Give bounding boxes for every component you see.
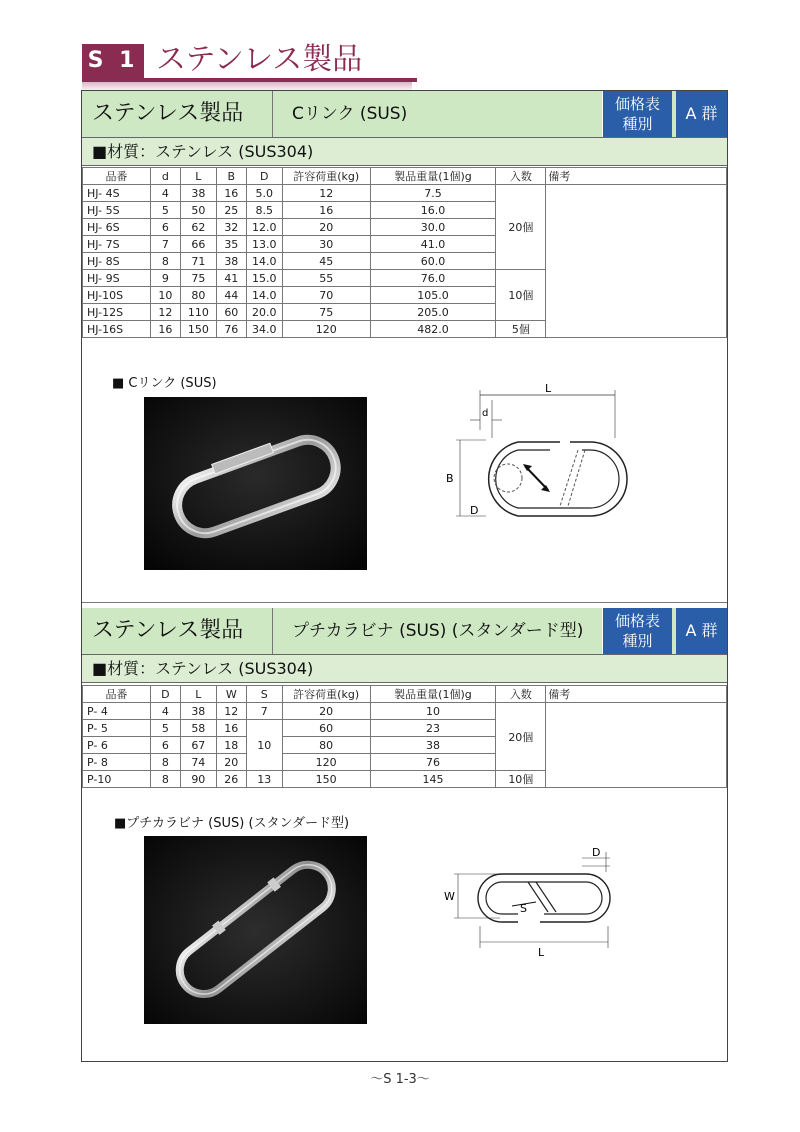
dim-label-B: B [446,472,454,485]
part-number: HJ- 6S [83,219,151,236]
cell: 67 [180,737,216,754]
c-link-diagram [440,378,640,528]
cell: 4 [150,703,180,720]
cell: 41 [216,270,246,287]
col-header: 製品重量(1個)g [370,168,496,185]
section1-title: ステンレス製品 [92,101,244,126]
price-table-badge [602,91,672,137]
table-header-row [83,686,727,703]
section2-material: ■材質：ステンレス (SUS304) [82,655,727,683]
section2-spec-table [82,685,727,788]
cell: 32 [216,219,246,236]
cell: 62 [180,219,216,236]
section1-product-name: Cリンク (SUS) [292,104,408,124]
col-header: 入数 [496,168,546,185]
col-header: D [150,686,180,703]
cell: 60 [216,304,246,321]
part-number: P- 8 [83,754,151,771]
cell: 38 [180,703,216,720]
section-tag: S 1 [82,44,144,78]
dim-label-D: D [470,504,479,517]
cell: 18 [216,737,246,754]
cell: 7 [150,236,180,253]
col-header: S [246,686,282,703]
cell: 58 [180,720,216,737]
qty-cell: 10個 [496,771,546,788]
cell: 34.0 [246,321,282,338]
cell: 60 [282,720,370,737]
group-badge: A 群 [676,91,727,137]
dim-label-d: d [482,408,489,419]
cell: 5.0 [246,185,282,202]
cell: 71 [180,253,216,270]
section1-material: ■材質：ステンレス (SUS304) [82,138,727,166]
cell: 70 [282,287,370,304]
col-header: 入数 [496,686,546,703]
cell: 38 [180,185,216,202]
cell: 8 [150,253,180,270]
cell: 205.0 [370,304,496,321]
price-table-badge [602,608,672,654]
c-link-image [144,397,367,570]
page-number: ～S 1-3～ [370,1072,430,1087]
col-header: 備考 [546,168,727,185]
col-header: 品番 [83,168,151,185]
cell: 16 [150,321,180,338]
qty-cell: 5個 [496,321,546,338]
dim-label-S: S [520,902,527,915]
col-header: 備考 [546,686,727,703]
part-number: HJ- 8S [83,253,151,270]
section2-product-name: プチカラビナ (SUS) (スタンダード型) [292,621,584,641]
cell: 120 [282,321,370,338]
col-header: 許容荷重(kg) [282,686,370,703]
part-number: HJ-12S [83,304,151,321]
cell: 5 [150,720,180,737]
part-number: HJ-16S [83,321,151,338]
col-header: W [216,686,246,703]
col-header: B [216,168,246,185]
qty-cell: 10個 [496,270,546,321]
cell: 9 [150,270,180,287]
cell: 76 [370,754,496,771]
cell: 35 [216,236,246,253]
remarks-cell [546,185,727,338]
price-label: 価格表 [614,612,660,630]
cell: 8.5 [246,202,282,219]
qty-cell: 20個 [496,185,546,270]
col-header: d [150,168,180,185]
cell: 13 [246,771,282,788]
section1-header [82,91,727,138]
carabiner-image [144,836,367,1024]
part-number: P- 5 [83,720,151,737]
price-label: 価格表 [614,95,660,113]
cell: 90 [180,771,216,788]
cell: 150 [282,771,370,788]
cell: 80 [180,287,216,304]
cell: 75 [180,270,216,287]
header-divider [272,91,273,137]
cell: 55 [282,270,370,287]
part-number: HJ-10S [83,287,151,304]
col-header: L [180,168,216,185]
col-header: 品番 [83,686,151,703]
section-divider [82,602,727,603]
cell: 30 [282,236,370,253]
section1-photo-caption: ■ Cリンク (SUS) [112,376,217,391]
table-row [83,185,727,202]
col-header: L [180,686,216,703]
cell: 60.0 [370,253,496,270]
part-number: HJ- 9S [83,270,151,287]
cell: 66 [180,236,216,253]
cell: 76.0 [370,270,496,287]
dim-label-D: D [592,846,601,859]
qty-cell: 20個 [496,703,546,771]
cell: 15.0 [246,270,282,287]
cell: 12.0 [246,219,282,236]
cell: 7 [246,703,282,720]
part-number: HJ- 7S [83,236,151,253]
price-type-label: 種別 [622,115,653,133]
part-number: HJ- 4S [83,185,151,202]
cell: 12 [282,185,370,202]
cell: 4 [150,185,180,202]
cell: 20 [282,703,370,720]
table-header-row [83,168,727,185]
cell: 41.0 [370,236,496,253]
remarks-cell [546,703,727,788]
cell: 10 [246,720,282,771]
dim-label-W: W [444,890,455,903]
cell: 8 [150,771,180,788]
table-row [83,703,727,720]
dim-label-L: L [545,382,552,395]
c-link-photo [144,397,367,570]
cell: 50 [180,202,216,219]
header-divider [272,608,273,654]
price-type-label: 種別 [622,632,653,650]
dim-label-L: L [538,946,545,959]
cell: 10 [370,703,496,720]
carabiner-diagram [440,846,640,961]
cell: 5 [150,202,180,219]
cell: 20.0 [246,304,282,321]
cell: 26 [216,771,246,788]
cell: 150 [180,321,216,338]
cell: 16 [282,202,370,219]
cell: 23 [370,720,496,737]
cell: 38 [216,253,246,270]
part-number: P- 6 [83,737,151,754]
cell: 6 [150,219,180,236]
cell: 30.0 [370,219,496,236]
cell: 110 [180,304,216,321]
cell: 16.0 [370,202,496,219]
part-number: P- 4 [83,703,151,720]
cell: 145 [370,771,496,788]
cell: 8 [150,754,180,771]
part-number: P-10 [83,771,151,788]
cell: 44 [216,287,246,304]
cell: 6 [150,737,180,754]
group-badge: A 群 [676,608,727,654]
cell: 10 [150,287,180,304]
section2-title: ステンレス製品 [92,618,244,643]
page-title: ステンレス製品 [156,42,363,77]
cell: 45 [282,253,370,270]
section2-photo-caption: ■プチカラビナ (SUS) (スタンダード型) [114,816,350,831]
cell: 12 [216,703,246,720]
cell: 16 [216,720,246,737]
col-header: D [246,168,282,185]
section2-header [82,608,727,655]
cell: 38 [370,737,496,754]
cell: 7.5 [370,185,496,202]
cell: 14.0 [246,253,282,270]
cell: 75 [282,304,370,321]
cell: 74 [180,754,216,771]
cell: 120 [282,754,370,771]
part-number: HJ- 5S [83,202,151,219]
cell: 80 [282,737,370,754]
col-header: 許容荷重(kg) [282,168,370,185]
cell: 12 [150,304,180,321]
cell: 25 [216,202,246,219]
cell: 20 [282,219,370,236]
cell: 14.0 [246,287,282,304]
cell: 16 [216,185,246,202]
cell: 76 [216,321,246,338]
cell: 105.0 [370,287,496,304]
col-header: 製品重量(1個)g [370,686,496,703]
carabiner-photo [144,836,367,1024]
cell: 20 [216,754,246,771]
section1-spec-table [82,167,727,338]
cell: 482.0 [370,321,496,338]
cell: 13.0 [246,236,282,253]
